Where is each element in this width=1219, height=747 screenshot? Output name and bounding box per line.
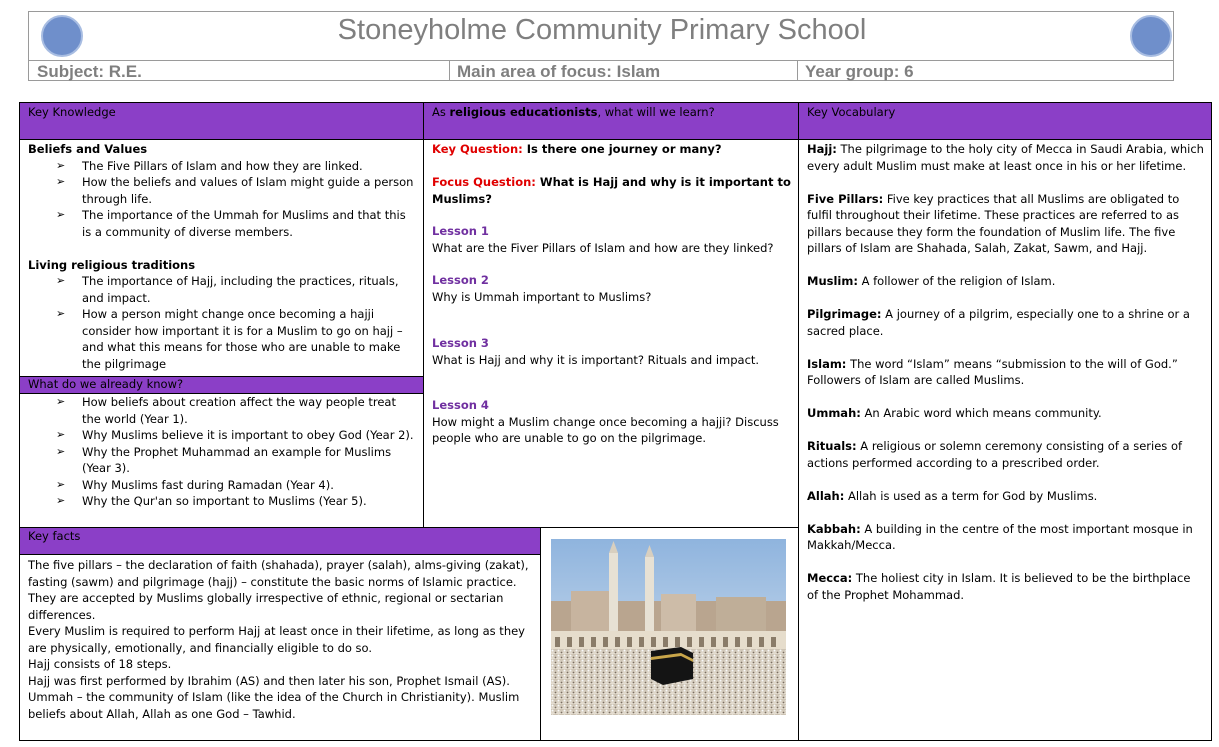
learn-content <box>432 141 792 207</box>
vocab-term: Five Pillars: <box>807 191 884 206</box>
vocab-definition: The holiest city in Islam. It is believed to be the birthplace of the Prophet Mohammad. <box>807 571 1191 602</box>
grid-line <box>19 554 541 555</box>
list-item: ➢ Why the Qur'an so important to Muslims (Year 5). <box>28 493 418 510</box>
vocab-term: Hajj: <box>807 142 837 156</box>
vocab-term: Muslim: <box>807 274 858 288</box>
beliefs-list <box>28 158 418 241</box>
lesson-text: How might a Muslim change once becoming a hajji? Discuss people who are unable to go on the pilgrimage. <box>432 414 779 445</box>
lesson-text: Why is Ummah important to Muslims? <box>432 289 652 304</box>
vocab-definition: A journey of a pilgrim, especially one to a shrine or a sacred place. <box>807 307 1190 338</box>
focus-question <box>432 174 792 207</box>
lesson-label: Lesson 4 <box>432 398 489 412</box>
vocab-entry <box>807 521 1205 554</box>
list-item: ➢ Why Muslims believe it is important to obey God (Year 2). <box>28 427 418 444</box>
vocab-entry <box>807 191 1205 257</box>
living-list <box>28 273 418 372</box>
grid-line <box>423 102 424 527</box>
lesson-2 <box>432 272 792 305</box>
vocab-entry <box>807 306 1205 339</box>
key-vocabulary-header: Key Vocabulary <box>807 105 896 119</box>
vocabulary-list <box>807 141 1205 620</box>
header-divider <box>29 60 1173 61</box>
grid-line <box>19 102 20 741</box>
focus-label: Main area of focus: Islam <box>457 62 661 81</box>
key-question-label: Key Question: <box>432 142 523 156</box>
vocab-term: Rituals: <box>807 439 857 453</box>
vocab-term: Mecca: <box>807 571 853 585</box>
vocab-entry <box>807 141 1205 174</box>
year-label: Year group: 6 <box>805 62 914 81</box>
vocab-term: Kabbah: <box>807 521 861 536</box>
lesson-label: Lesson 2 <box>432 273 489 287</box>
key-knowledge-header: Key Knowledge <box>28 105 116 119</box>
key-question-text: Is there one journey or many? <box>522 142 722 156</box>
vocab-term: Allah: <box>807 488 845 503</box>
vocab-definition: Five key practices that all Muslims are obligated to fulfil throughout their lifetime. These practices are referred to as pillars because they form the foundation of Muslim life. The five pillars of Islam are Shahada, Salah, Zakat, Sawm, and Hajj. <box>807 191 1180 255</box>
learn-header-prefix: As <box>432 105 450 119</box>
school-header <box>28 11 1174 81</box>
fact-line: Hajj consists of 18 steps. <box>28 657 172 671</box>
vocab-definition: A building in the centre of the most important mosque in Makkah/Mecca. <box>807 521 1193 552</box>
vocab-entry <box>807 488 1205 505</box>
list-item: ➢ The importance of the Ummah for Muslims and that this is a community of diverse members. <box>28 207 418 240</box>
already-know-title: What do we already know? <box>28 377 184 391</box>
grid-line <box>19 102 1212 103</box>
list-item: ➢ How beliefs about creation affect the way people treat the world (Year 1). <box>28 394 418 427</box>
vocab-entry <box>807 570 1205 603</box>
subject-label: Subject: R.E. <box>37 62 142 81</box>
grid-line <box>1211 102 1212 741</box>
school-title: Stoneyholme Community Primary School <box>337 14 867 46</box>
vocab-definition: Allah is used as a term for God by Muslims. <box>844 488 1098 503</box>
lesson-label: Lesson 1 <box>432 224 489 238</box>
list-item: ➢ How the beliefs and values of Islam might guide a person through life. <box>28 174 418 207</box>
beliefs-title: Beliefs and Values <box>28 142 148 156</box>
already-know-content <box>28 394 418 510</box>
grid-line <box>19 740 1212 741</box>
focus-question-label: Focus Question: <box>432 175 536 189</box>
vocab-definition: The pilgrimage to the holy city of Mecca in Saudi Arabia, which every adult Muslim must make at least once in his or her lifetime. <box>807 142 1204 173</box>
learn-header-suffix: , what will we learn? <box>597 105 715 119</box>
vocab-definition: A follower of the religion of Islam. <box>857 274 1056 288</box>
kaaba-photo <box>551 539 786 715</box>
vocab-entry <box>807 405 1205 422</box>
living-title: Living religious traditions <box>28 257 196 272</box>
vocab-entry <box>807 438 1205 471</box>
lesson-text: What are the Fiver Pillars of Islam and how are they linked? <box>432 240 774 255</box>
learn-header-bold: religious educationists <box>449 105 598 119</box>
key-facts-content <box>28 557 533 722</box>
lesson-4 <box>432 397 792 447</box>
list-item: ➢ The Five Pillars of Islam and how they are linked. <box>28 158 418 175</box>
list-item: ➢ Why Muslims fast during Ramadan (Year 4). <box>28 477 418 494</box>
vocab-entry <box>807 273 1205 290</box>
vocab-definition: An Arabic word which means community. <box>860 406 1102 420</box>
fact-line: Ummah – the community of Islam (like the idea of the Church in Christianity). Muslim beliefs about Allah, Allah as one God – Tawhid. <box>28 690 520 721</box>
vocab-term: Ummah: <box>807 406 861 420</box>
lesson-label: Lesson 3 <box>432 336 489 350</box>
already-know-list <box>28 394 418 510</box>
key-knowledge-content <box>28 141 418 372</box>
fact-line: The five pillars – the declaration of faith (shahada), prayer (salah), alms-giving (zakat), fasting (sawm) and pilgrimage (hajj) – constitute the basic norms of Islamic practice. They are accepted by Muslims globally irrespective of ethnic, regional or sectarian differences. <box>28 558 529 622</box>
grid-line <box>798 102 799 741</box>
key-question <box>432 141 792 158</box>
list-item: ➢ Why the Prophet Muhammad an example for Muslims (Year 3). <box>28 444 418 477</box>
list-item: ➢ How a person might change once becoming a hajji consider how important it is for a Muslim to go on hajj – and what this means for those who are unable to make the pilgrimage <box>28 306 418 372</box>
vocab-term: Pilgrimage: <box>807 307 882 321</box>
grid-line <box>19 139 1212 140</box>
vocab-term: Islam: <box>807 356 847 371</box>
key-facts-bar <box>19 527 541 554</box>
learn-header <box>432 104 715 120</box>
list-item: ➢ The importance of Hajj, including the practices, rituals, and impact. <box>28 273 418 306</box>
grid-line <box>540 527 541 741</box>
fact-line: Every Muslim is required to perform Hajj at least once in their lifetime, as long as they are physically, emotionally, and financially eligible to do so. <box>28 624 525 655</box>
vocab-definition: The word “Islam” means “submission to the will of God.” Followers of Islam are called Muslims. <box>807 356 1178 387</box>
vocab-entry <box>807 356 1205 389</box>
grid-line <box>19 527 799 528</box>
vocab-definition: A religious or solemn ceremony consisting of a series of actions performed according to a prescribed order. <box>807 439 1183 470</box>
key-facts-title: Key facts <box>28 529 81 543</box>
lesson-text: What is Hajj and why it is important? Rituals and impact. <box>432 352 760 367</box>
fact-line: Hajj was first performed by Ibrahim (AS) and then later his son, Prophet Ismail (AS). <box>28 673 510 688</box>
lesson-3 <box>432 335 792 368</box>
focus-question-text: What is Hajj and why is it important to Muslims? <box>432 175 791 206</box>
lesson-1 <box>432 223 792 256</box>
